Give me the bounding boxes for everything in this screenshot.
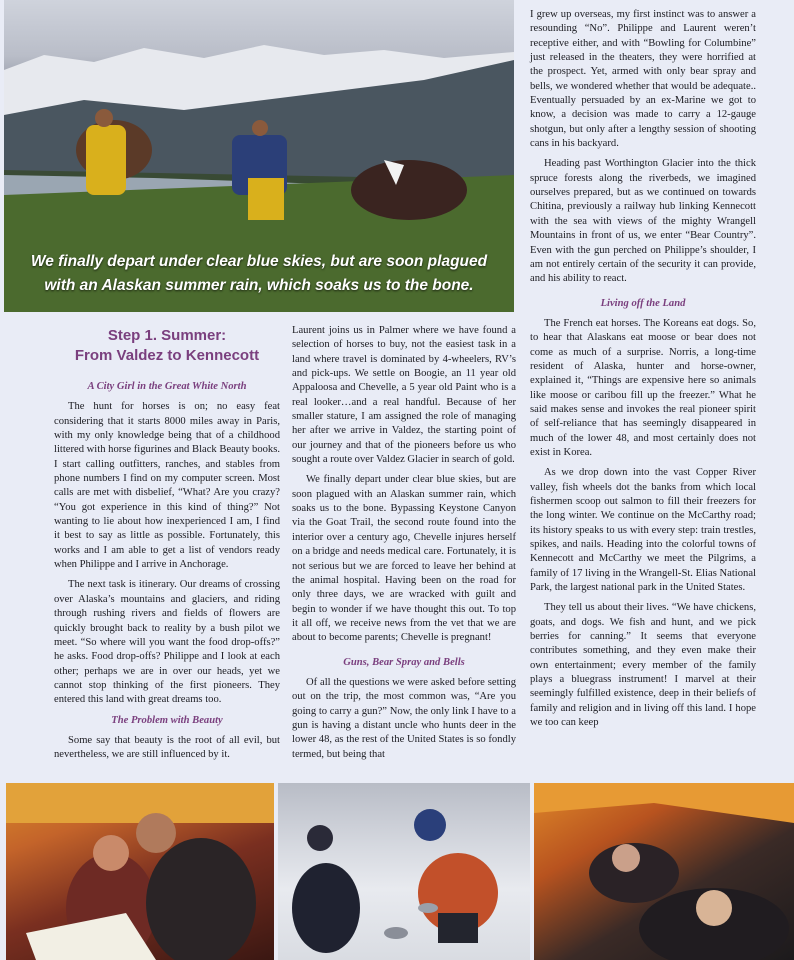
hero-caption [4, 250, 514, 298]
hero-caption-line1: We finally depart under clear blue skies, but are soon plagued [30, 253, 488, 270]
paragraph: I grew up overseas, my first instinct was to answer a resounding “No”. Philippe and Laurent weren’t receptive either, and with “Bowling for Columbine” just released in the theaters, they were horrified at the prospect. Yet, armed with only bear spray and bells, we wondered whether that would be adequate.. Eventually persuaded by an ex-Marine we got to know, a decision was made to carry a 12-gauge shotgun, but only after a lengthy session of shooting cans in his backyard. [530, 9, 756, 150]
paragraph: Laurent joins us in Palmer where we have found a selection of horses to buy, not the easiest task in a land where travel is dominated by 4-wheelers, RV’s and pick-ups. We settle on Boogie, an 11 year old Appaloosa and Chevelle, a 5 year old Paint who is a real looker…and a real handful. Because of her smaller stature, I am assigned the role of managing her after we arrive in Valdez, the starting point of our journey and that of the pioneers before us who sought a route over Valdez Glacier in search of gold. [292, 325, 516, 466]
hero-caption-line2: with an Alaskan summer rain, which soaks us to the bone. [44, 277, 474, 294]
article-column-3 [530, 8, 756, 737]
paragraph: The hunt for horses is on; no easy feat considering that it starts 8000 miles away in Paris, with my only knowledge being that of a childhood littered with horse figurines and Black Beauty books. I start calling outfitters, ranches, and stables from phone numbers I find on my computer screen. Most calls are met with disbelief, “What? Are you crazy? “You got experience in this kind of thing?” Not wanting to lie about how inexperienced I am, I find it best to say as little as possible. Fortunately, this works and I am able to get a list of vendors ready when Philippe and I arrive in Anchorage. [54, 401, 280, 571]
tent-map-scene [6, 783, 274, 960]
hero-photo [4, 0, 514, 312]
subheading: The Problem with Beauty [111, 714, 223, 726]
subheading: A City Girl in the Great White North [87, 381, 247, 392]
section-title-line1: Step 1. Summer: [107, 327, 227, 344]
tent-sleeping-scene [534, 783, 794, 960]
paragraph: As we drop down into the vast Copper River valley, fish wheels dot the banks from which local fishermen scoop out salmon to fill their freezers for the long winter. We continue on the McCarthy road; its history speaks to us with every step: train trestles, spikes, and nails. Heading into the colorful towns of Kennecott and McCarthy we meet the Pilgrims, a family of 17 living in the Wrangell-St. Elias National Park, the largest national park in the United States. [530, 467, 756, 594]
section-title-line2: From Valdez to Kennecott [74, 347, 260, 364]
snow-cooking-photo [278, 783, 530, 960]
subheading: Guns, Bear Spray and Bells [343, 656, 465, 668]
paragraph: Heading past Worthington Glacier into the thick spruce forests along the riverbeds, we imagined ourselves prepared, but as we continued on towards Chitina, previously a railway hub linking Kennecott with the sea with views of the mighty Wrangell Mountains in front of us, we enter “Bear Country”. Even with the gun perched on Philippe’s shoulder, I am not entirely certain of the security it can provide, and his ability to react. [530, 158, 756, 285]
article-column-1 [54, 324, 280, 769]
paragraph: The French eat horses. The Koreans eat dogs. So, to hear that Alaskans eat moose or bear does not come as much of a surprise. Norris, a long-time resident of Alaska, hunter and horse-owner, explained it, “Things are expensive here so animals like moose or caribou fill up the freezer.” What he said makes sense and invokes the real pioneer spirit of self-reliance that has seemingly disappeared in much of the lower 48, and most certainly does not exist in Korea. [530, 317, 756, 458]
paragraph: They tell us about their lives. “We have chickens, goats, and dogs. We fish and hunt, and we pick berries for canning.” It seems that everyone contributes something, and they even make their own entertainment; every member of the family plays a bluegrass instrument! I marvel at their seemingly fulfilled existence, deep in their beliefs of family and religion and in living off this land. I hope we too can keep [530, 602, 756, 729]
paragraph: The next task is itinerary. Our dreams of crossing over Alaska’s mountains and glaciers, and riding through rushing rivers and fields of flowers are quickly brought back to reality by a bush pilot we meet. “So where will you want the food drop-offs?” he asks. Food drop-offs? Philippe and I look at each other; perhaps we are in over our heads, yet we cannot stop thinking of the first pioneers. They entered this land with great dreams too. [54, 579, 280, 706]
tent-map-photo [6, 783, 274, 960]
snow-cooking-scene [278, 783, 530, 960]
tent-sleeping-photo [534, 783, 794, 960]
paragraph: We finally depart under clear blue skies, but are soon plagued with an Alaskan summer rain, which soaks us to the bone. Bypassing Keystone Canyon via the Goat Trail, the second route found into the interior over a century ago, Chevelle injures herself on a bridge and needs medical care. Fortunately, it is not serious but we are forced to leave her behind at the animal hospital. Having been on the road for only three days, we are wracked with guilt and begin to wonder if we have thought this out. To top it all off, we receive news from the vet that we are about to become parents; Chevelle is pregnant! [292, 474, 516, 644]
paragraph: Some say that beauty is the root of all evil, but nevertheless, we are still influenced by it. [54, 734, 280, 761]
section-title [54, 326, 280, 366]
subheading: Living off the Land [600, 297, 686, 309]
paragraph: Of all the questions we were asked before setting out on the trip, the most common was, “Are you going to carry a gun?” Now, the only link I have to a gun is having a distant uncle who hunts deer in the lower 48, as the rest of the United States is so fondly termed, but being that [292, 676, 516, 760]
article-column-2 [292, 324, 516, 768]
